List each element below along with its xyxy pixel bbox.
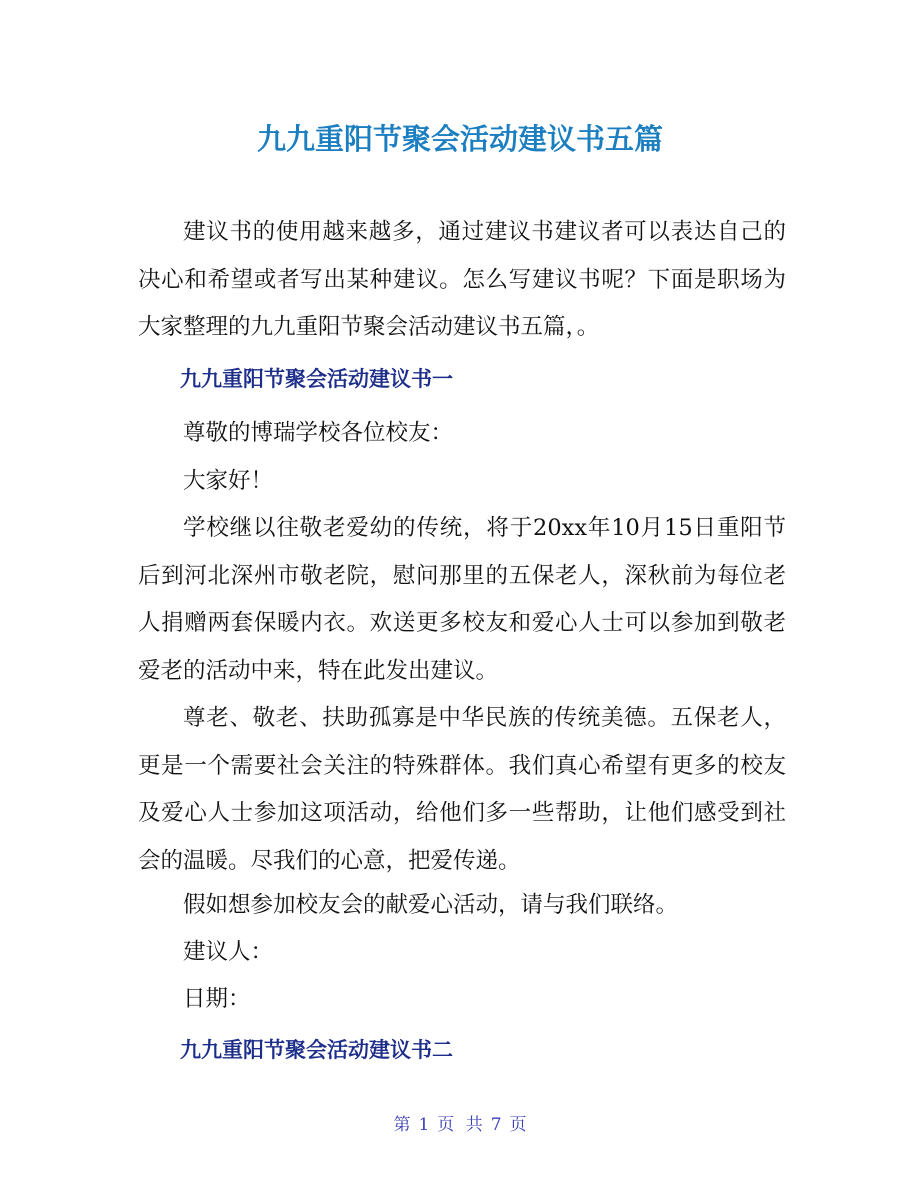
date-line: 日期： [183,986,251,1012]
footer-suffix: 页 [509,1115,527,1135]
footer-prefix: 第 [393,1115,411,1135]
page-footer [0,1111,920,1139]
salutation: 尊敬的博瑞学校各位校友： [183,420,454,446]
proposer-line: 建议人： [183,939,274,965]
greeting: 大家好！ [183,468,274,494]
footer-middle: 页 共 [437,1115,483,1135]
paragraph-contact: 假如想参加校友会的献爱心活动，请与我们联络。 [183,892,679,918]
section-heading-2: 九九重阳节聚会活动建议书二 [180,1038,453,1062]
footer-page-number: 1 [418,1115,430,1135]
document-title: 九九重阳节聚会活动建议书五篇 [256,122,663,156]
paragraph-activity: 学校继以往敬老爱幼的传统，将于20xx年10月15日重阳节后到河北深州市敬老院，慰问那里的五保老人，深秋前为每位老人捐赠两套保暖内衣。欢送更多校友和爱心人士可以参加到敬老爱老的活动中来，特在此发出建议。 [138,515,786,684]
intro-paragraph: 建议书的使用越来越多，通过建议书建议者可以表达自己的决心和希望或者写出某种建议。怎么写建议书呢？下面是职场为大家整理的九九重阳节聚会活动建议书五篇，。 [138,219,786,340]
footer-total-pages: 7 [490,1115,502,1135]
section-heading-1: 九九重阳节聚会活动建议书一 [180,367,453,391]
paragraph-tradition: 尊老、敬老、扶助孤寡是中华民族的传统美德。五保老人，更是一个需要社会关注的特殊群体。我们真心希望有更多的校友及爱心人士参加这项活动，给他们多一些帮助，让他们感受到社会的温暖。尽我们的心意，把爱传递。 [138,705,786,874]
